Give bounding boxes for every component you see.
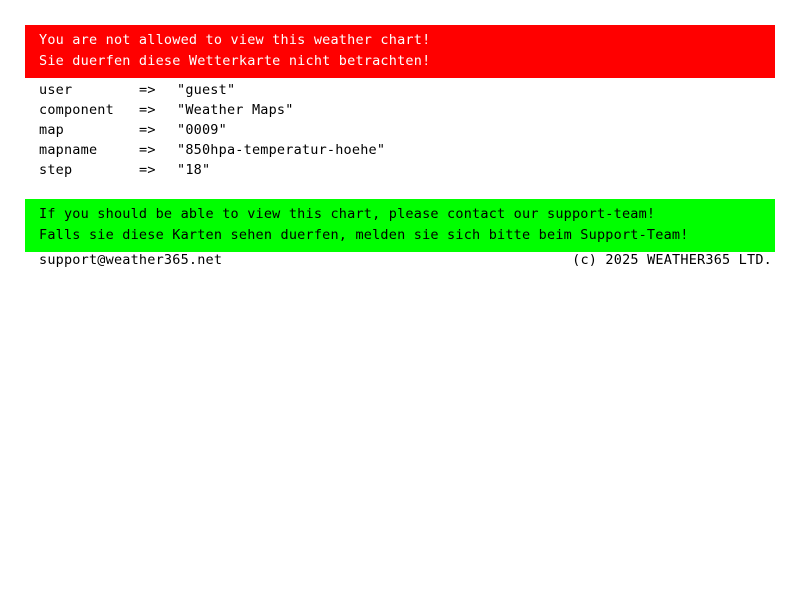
parameter-arrow: => [139, 142, 156, 158]
parameter-row-map [39, 120, 769, 140]
error-banner-line-en: You are not allowed to view this weather chart! [39, 32, 431, 48]
parameter-value: "0009" [177, 122, 227, 138]
parameter-key: user [39, 82, 73, 98]
parameter-row-component [39, 100, 769, 120]
parameter-row-user [39, 80, 769, 100]
parameter-value: "guest" [177, 82, 236, 98]
copyright-text: (c) 2025 WEATHER365 LTD. [572, 252, 772, 268]
parameter-row-mapname [39, 140, 769, 160]
info-banner [25, 199, 775, 252]
parameter-key: map [39, 122, 64, 138]
error-banner-line-de: Sie duerfen diese Wetterkarte nicht betrachten! [39, 53, 431, 69]
parameter-value: "18" [177, 162, 211, 178]
parameter-arrow: => [139, 102, 156, 118]
parameter-key: component [39, 102, 114, 118]
parameter-list [39, 80, 769, 180]
parameter-value: "Weather Maps" [177, 102, 294, 118]
parameter-arrow: => [139, 82, 156, 98]
error-banner [25, 25, 775, 78]
parameter-value: "850hpa-temperatur-hoehe" [177, 142, 386, 158]
info-banner-line-de: Falls sie diese Karten sehen duerfen, melden sie sich bitte beim Support-Team! [39, 227, 689, 243]
parameter-row-step [39, 160, 769, 180]
parameter-key: mapname [39, 142, 98, 158]
support-email-link[interactable]: support@weather365.net [39, 252, 223, 268]
parameter-key: step [39, 162, 73, 178]
info-banner-line-en: If you should be able to view this chart, please contact our support-team! [39, 206, 656, 222]
parameter-arrow: => [139, 162, 156, 178]
parameter-arrow: => [139, 122, 156, 138]
footer [39, 250, 772, 270]
